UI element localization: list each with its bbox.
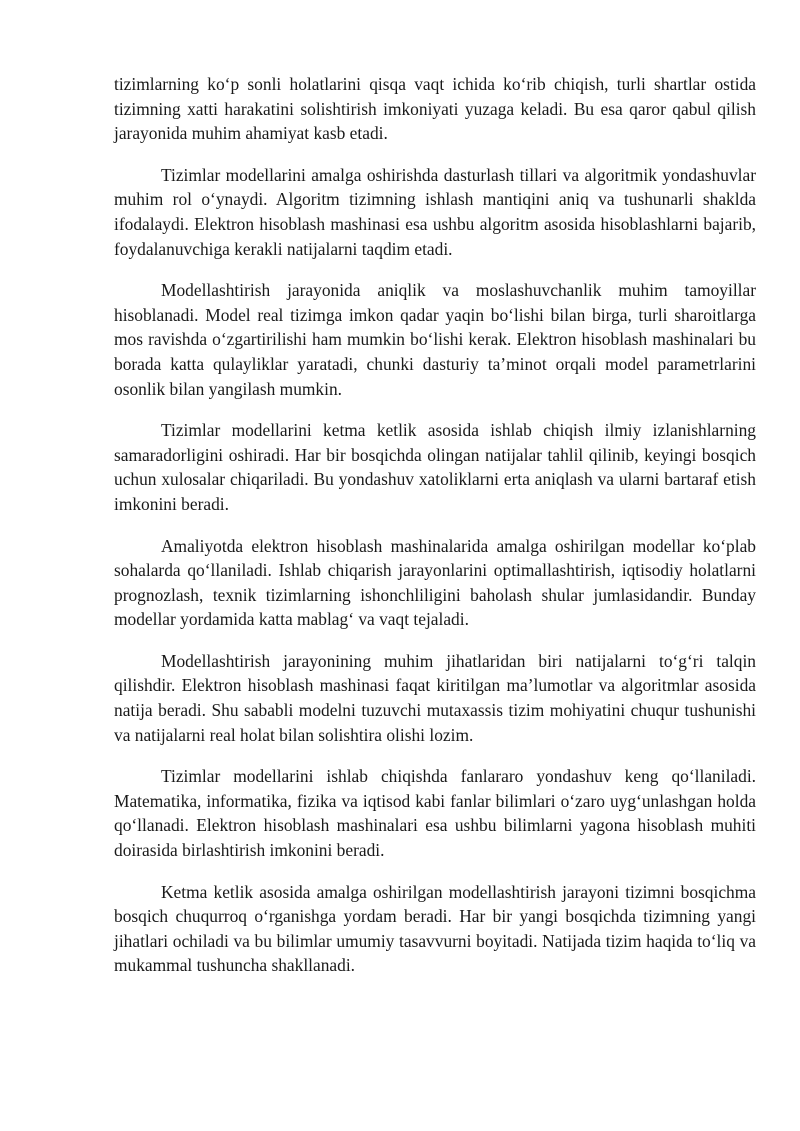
paragraph: Modellashtirish jarayonida aniqlik va moslashuvchanlik muhim tamoyillar hisoblanadi. Model real tizimga imkon qadar yaqin bo‘lishi bilan birga, turli sharoitlarga mos ravishda o‘zgartirilishi ham mumkin bo‘lishi kerak. Elektron hisoblash mashinalari bu borada katta qulayliklar yaratadi, chunki dasturiy ta’minot orqali model parametrlarini osonlik bilan yangilash mumkin. xyxy=(114,280,756,399)
paragraph: Amaliyotda elektron hisoblash mashinalarida amalga oshirilgan modellar ko‘plab sohalarda qo‘llaniladi. Ishlab chiqarish jarayonlarini optimallashtirish, iqtisodiy holatlarni prognozlash, texnik tizimlarning ishonchliligini baholash shular jumlasidandir. Bunday modellar yordamida katta mablag‘ va vaqt tejaladi. xyxy=(114,535,756,630)
paragraph: Tizimlar modellarini ishlab chiqishda fanlararo yondashuv keng qo‘llaniladi. Matematika, informatika, fizika va iqtisod kabi fanlar bilimlari o‘zaro uyg‘unlashgan holda qo‘llanadi. Elektron hisoblash mashinalari esa ushbu bilimlarni yagona hisoblash muhiti doirasida birlashtirish imkonini beradi. xyxy=(114,766,756,861)
paragraph: Ketma ketlik asosida amalga oshirilgan modellashtirish jarayoni tizimni bosqichma bosqich chuqurroq o‘rganishga yordam beradi. Har bir yangi bosqichda tizimning yangi jihatlari ochiladi va bu bilimlar umumiy tasavvurni boyitadi. Natijada tizim haqida to‘liq va mukammal tushuncha shakllanadi. xyxy=(114,881,756,976)
document-body xyxy=(114,72,756,995)
paragraph-continuation: tizimlarning ko‘p sonli holatlarini qisqa vaqt ichida ko‘rib chiqish, turli shartlar ostida tizimning xatti harakatini solishtirish imkoniyati yuzaga keladi. Bu esa qaror qabul qilish jarayonida muhim ahamiyat kasb etadi. xyxy=(114,74,756,144)
paragraph: Modellashtirish jarayonining muhim jihatlaridan biri natijalarni to‘g‘ri talqin qilishdir. Elektron hisoblash mashinasi faqat kiritilgan ma’lumotlar va algoritmlar asosida natija beradi. Shu sababli modelni tuzuvchi mutaxassis tizim mohiyatini chuqur tushunishi va natijalarni real holat bilan solishtira olishi lozim. xyxy=(114,650,756,745)
paragraph: Tizimlar modellarini ketma ketlik asosida ishlab chiqish ilmiy izlanishlarning samaradorligini oshiradi. Har bir bosqichda olingan natijalar tahlil qilinib, keyingi bosqich uchun xulosalar chiqariladi. Bu yondashuv xatoliklarni erta aniqlash va ularni bartaraf etish imkonini beradi. xyxy=(114,420,756,514)
paragraph: Tizimlar modellarini amalga oshirishda dasturlash tillari va algoritmik yondashuvlar muhim rol o‘ynaydi. Algoritm tizimning ishlash mantiqini aniq va tushunarli shaklda ifodalaydi. Elektron hisoblash mashinasi esa ushbu algoritm asosida hisoblashlarni bajarib, foydalanuvchiga kerakli natijalarni taqdim etadi. xyxy=(114,164,756,259)
